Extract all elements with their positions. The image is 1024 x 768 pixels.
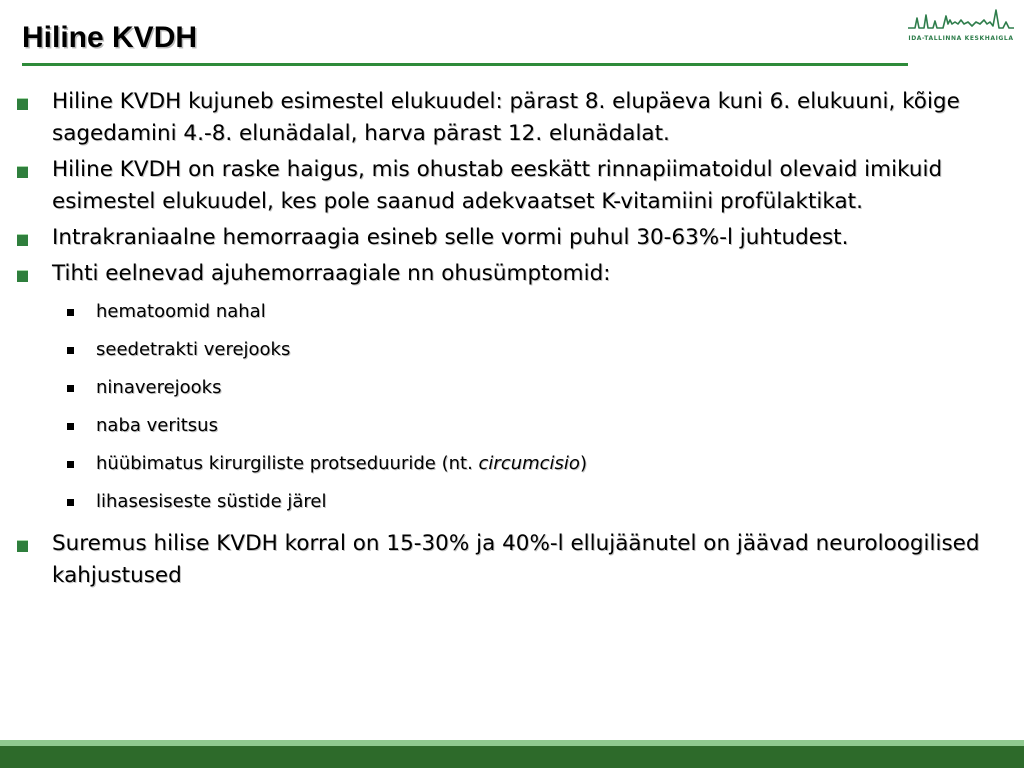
sub-bullet-italic-term: circumcisio (478, 453, 580, 474)
sub-bullet-text-after: ) (579, 453, 587, 474)
bullet-item (0, 528, 1024, 592)
title-underline (22, 63, 908, 66)
small-square-bullet-icon (67, 423, 74, 430)
sub-bullet-text: seedetrakti verejooks (96, 339, 291, 360)
square-bullet-icon (17, 270, 28, 282)
sub-bullet-text: ninaverejooks (96, 377, 222, 398)
square-bullet-icon (17, 166, 28, 178)
bullet-item (0, 222, 1024, 254)
small-square-bullet-icon (67, 347, 74, 354)
sub-bullet-text: hematoomid nahal (96, 301, 266, 322)
sub-bullet-text: hüübimatus kirurgiliste protseduuride (nt. (96, 453, 479, 474)
footer-stripe-dark (0, 746, 1024, 768)
sub-bullet-item (0, 338, 1024, 362)
hospital-logo (906, 6, 1016, 46)
bullet-text: Intrakraniaalne hemorraagia esineb selle vormi puhul 30-63%-l juhtudest. (52, 225, 849, 250)
sub-bullet-item (0, 300, 1024, 324)
heartbeat-skyline-icon (906, 6, 1016, 34)
sub-bullet-item (0, 414, 1024, 438)
bullet-item (0, 258, 1024, 290)
bullet-item (0, 86, 1024, 150)
slide-title: Hiline KVDH (22, 21, 198, 54)
bullet-list (0, 86, 1024, 596)
sub-bullet-text: naba veritsus (96, 415, 218, 436)
square-bullet-icon (17, 234, 28, 246)
bullet-text: Suremus hilise KVDH korral on 15-30% ja 40%-l ellujäänutel on jäävad neuroloogilised kahjustused (52, 531, 980, 588)
small-square-bullet-icon (67, 309, 74, 316)
small-square-bullet-icon (67, 385, 74, 392)
small-square-bullet-icon (67, 499, 74, 506)
sub-bullet-item (0, 452, 1024, 476)
sub-bullet-item (0, 490, 1024, 514)
small-square-bullet-icon (67, 461, 74, 468)
square-bullet-icon (17, 98, 28, 110)
bullet-text: Hiline KVDH kujuneb esimestel elukuudel: pärast 8. elupäeva kuni 6. elukuuni, kõige sagedamini 4.-8. elunädalal, harva pärast 12. elunädalat. (52, 89, 960, 146)
sub-bullet-item (0, 376, 1024, 400)
bullet-text: Tihti eelnevad ajuhemorraagiale nn ohusümptomid: (52, 261, 611, 286)
sub-bullet-text: lihasesiseste süstide järel (96, 491, 327, 512)
logo-text: IDA-TALLINNA KESKHAIGLA (908, 35, 1014, 42)
bullet-item (0, 154, 1024, 218)
square-bullet-icon (17, 540, 28, 552)
bullet-text: Hiline KVDH on raske haigus, mis ohustab eeskätt rinnapiimatoidul olevaid imikuid esimestel elukuudel, kes pole saanud adekvaatset K-vitamiini profülaktikat. (52, 157, 943, 214)
